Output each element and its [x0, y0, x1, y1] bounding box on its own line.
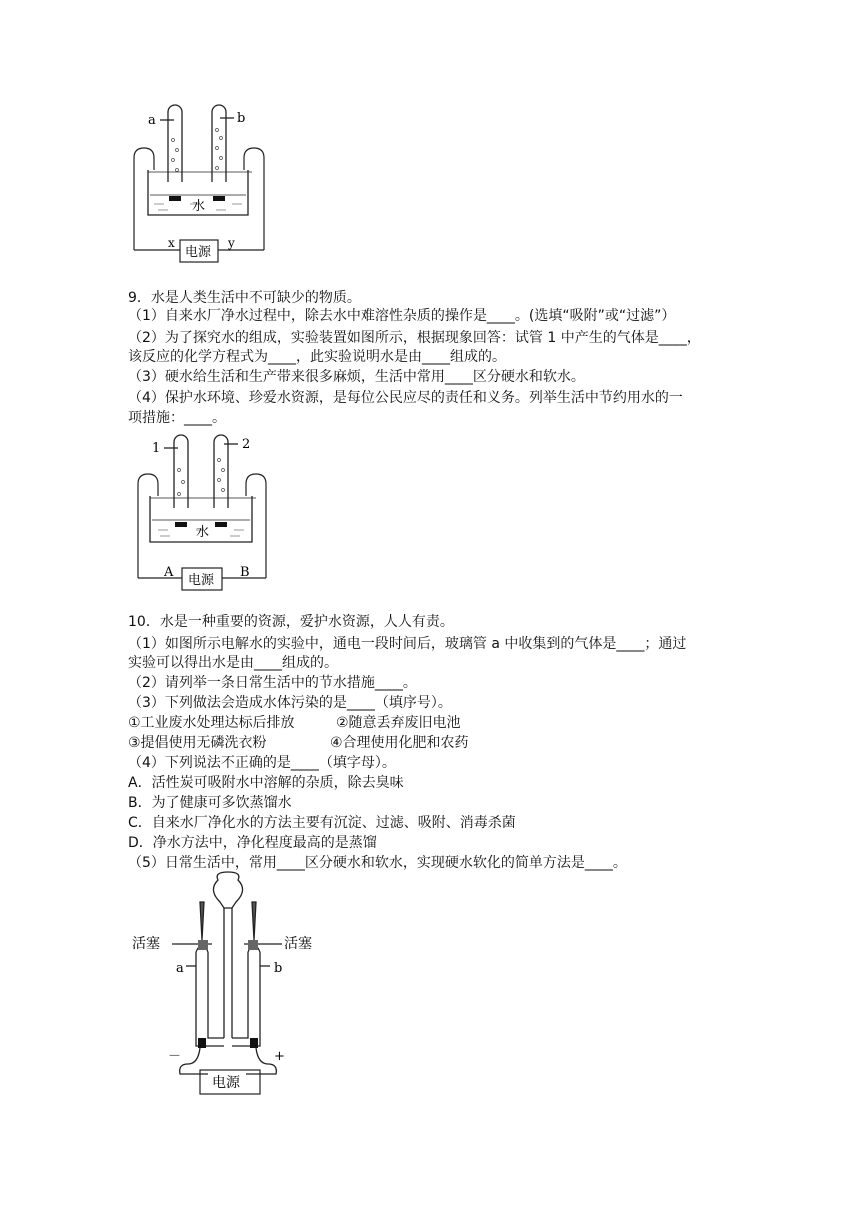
tube-a-label: a: [148, 113, 156, 128]
q10-choice-C: C．自来水厂净化水的方法主要有沉淀、过滤、吸附、消毒杀菌: [128, 815, 516, 831]
q10-part2: （2）请列举一条日常生活中的节水措施____。: [128, 675, 417, 691]
terminal-A-label: A: [164, 565, 174, 580]
q10-part1a: （1）如图所示电解水的实验中，通电一段时间后，玻璃管 a 中收集到的气体是____；通过: [128, 636, 687, 652]
terminal-x-label: x: [168, 236, 175, 250]
q10-option2: ②随意丢弃废旧电池: [336, 715, 461, 731]
q10-part5: （5）日常生活中，常用____区分硬水和软水，实现硬水软化的简单方法是____。: [128, 855, 627, 871]
tube-1-label: 1: [152, 441, 161, 456]
figure-electrolysis-1: [120, 100, 280, 268]
q9-part3: （3）硬水给生活和生产带来很多麻烦，生活中常用____区分硬水和软水。: [128, 369, 585, 385]
q10-choice-D: D．净水方法中，净化程度最高的是蒸馏: [128, 835, 377, 851]
q10-part3: （3）下列做法会造成水体污染的是____（填序号）。: [128, 695, 452, 711]
q9-part4a: （4）保护水环境、珍爱水资源，是每位公民应尽的责任和义务。列举生活中节约用水的一: [128, 390, 683, 406]
q10-part4: （4）下列说法不正确的是____（填字母）。: [128, 755, 396, 771]
water-label: 水: [192, 199, 206, 214]
stopcock-left-label: 活塞: [132, 936, 160, 952]
negative-terminal-label: －: [168, 1049, 182, 1064]
q10-part1b: 实验可以得出水是由____组成的。: [128, 655, 338, 671]
terminal-y-label: y: [228, 236, 235, 250]
power-label: 电源: [212, 1075, 240, 1091]
terminal-B-label: B: [240, 565, 250, 580]
q10-choice-A: A．活性炭可吸附水中溶解的杂质，除去臭味: [128, 775, 404, 791]
tube-b-label: b: [274, 961, 283, 976]
hofmann-apparatus: [128, 868, 328, 1100]
q9-part1: （1）自来水厂净水过程中，除去水中难溶性杂质的操作是____。(选填“吸附”或“过滤”）: [128, 308, 676, 324]
power-label: 电源: [188, 573, 215, 588]
q9-part2b: 该反应的化学方程式为____，此实验说明水是由____组成的。: [128, 349, 506, 365]
stopcock-right-label: 活塞: [284, 936, 312, 952]
electrolysis-apparatus-1: [120, 100, 280, 268]
q9-stem: 9．水是人类生活中不可缺少的物质。: [128, 290, 361, 306]
q10-option4: ④合理使用化肥和农药: [330, 735, 469, 751]
q9-part4b: 项措施：____。: [128, 410, 226, 426]
tube-a-label: a: [176, 961, 184, 976]
figure-electrolysis-2: [130, 430, 280, 592]
tube-b-label: b: [237, 111, 246, 126]
water-label: 水: [196, 525, 210, 540]
q9-part2a: （2）为了探究水的组成，实验装置如图所示，根据现象回答：试管 1 中产生的气体是____，: [128, 330, 701, 346]
q10-stem: 10．水是一种重要的资源，爱护水资源，人人有责。: [128, 614, 454, 630]
figure-hofmann-voltameter: [128, 868, 328, 1100]
positive-terminal-label: +: [274, 1049, 285, 1064]
power-label: 电源: [185, 245, 212, 260]
q10-option3: ③提倡使用无磷洗衣粉: [128, 735, 267, 751]
electrolysis-apparatus-2: [130, 430, 280, 592]
tube-2-label: 2: [242, 437, 251, 452]
q10-option1: ①工业废水处理达标后排放: [128, 715, 295, 731]
q10-choice-B: B．为了健康可多饮蒸馏水: [128, 795, 292, 811]
